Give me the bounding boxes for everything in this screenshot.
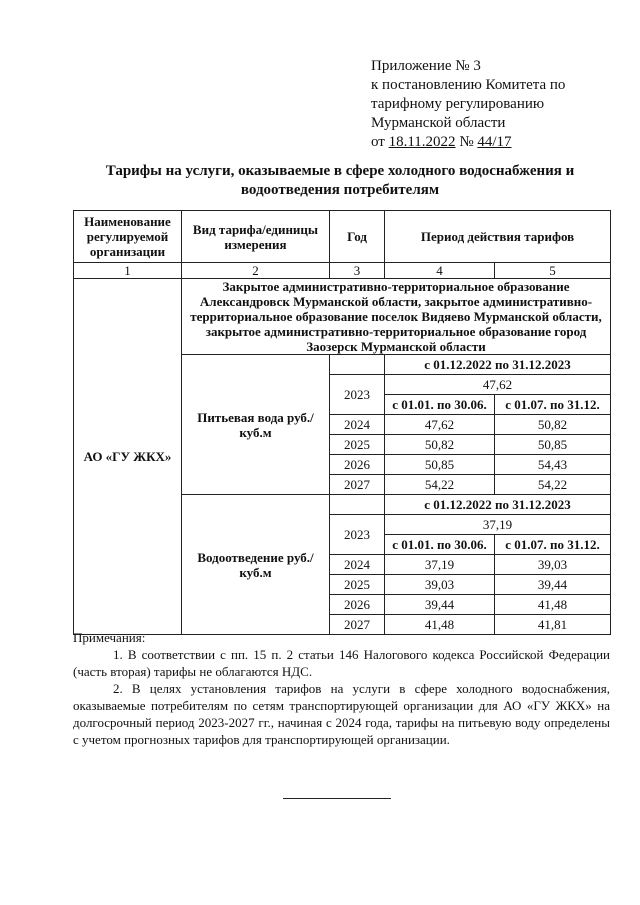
column-number: 3 <box>330 263 385 279</box>
tariff-value: 50,85 <box>385 455 495 475</box>
year-cell: 2025 <box>330 575 385 595</box>
appendix-line: Мурманской области <box>371 115 506 131</box>
tariff-value: 39,03 <box>385 575 495 595</box>
tariff-value: 37,19 <box>385 515 611 535</box>
organization-name: АО «ГУ ЖКХ» <box>74 279 182 635</box>
tariff-value: 47,62 <box>385 375 611 395</box>
header-tariff-type: Вид тарифа/единицы измерения <box>182 211 330 263</box>
year-cell: 2025 <box>330 435 385 455</box>
year-cell: 2027 <box>330 475 385 495</box>
tariff-value: 50,82 <box>385 435 495 455</box>
tariff-value: 47,62 <box>385 415 495 435</box>
service-name-wastewater: Водоотведение руб./куб.м <box>182 495 330 635</box>
notes-block <box>73 629 610 748</box>
territory-description: Закрытое административно-территориальное образование Александровск Мурманской области, закрытое административно-территориальное образование поселок Видяево Мурманской области, закрытое административно-территориальное образование город Заозерск Мурманской области <box>182 279 611 355</box>
table-header-row <box>74 211 611 263</box>
year-cell: 2026 <box>330 595 385 615</box>
column-numbers-row <box>74 263 611 279</box>
territory-row <box>74 279 611 355</box>
year-cell: 2027 <box>330 615 385 635</box>
tariff-value: 39,03 <box>495 555 611 575</box>
tariff-value: 50,85 <box>495 435 611 455</box>
tariff-value: 54,22 <box>495 475 611 495</box>
header-year: Год <box>330 211 385 263</box>
column-number: 2 <box>182 263 330 279</box>
column-number: 5 <box>495 263 611 279</box>
decree-number: 44/17 <box>477 134 512 150</box>
column-number: 4 <box>385 263 495 279</box>
appendix-title: Приложение № 3 <box>371 58 481 74</box>
appendix-line: к постановлению Комитета по <box>371 77 566 93</box>
appendix-date-line <box>371 133 565 152</box>
note-item: 2. В целях установления тарифов на услуги в сфере холодного водоснабжения, оказываемые потребителям по сетям транспортирующей организации для АО «ГУ ЖКХ» на долгосрочный период 2023-2027 гг., начиная с 2024 года, тарифы на питьевую воду определены с учетом прогнозных тарифов для транспортирующей организации. <box>73 681 610 747</box>
tariff-value: 41,48 <box>495 595 611 615</box>
decree-date: 18.11.2022 <box>388 134 456 150</box>
note-item: 1. В соответствии с пп. 15 п. 2 статьи 146 Налогового кодекса Российской Федерации (часть вторая) тарифы не облагаются НДС. <box>73 647 610 679</box>
date-prefix: от <box>371 134 389 150</box>
period-h2: с 01.07. по 31.12. <box>495 535 611 555</box>
period-h1: с 01.01. по 30.06. <box>385 395 495 415</box>
column-number: 1 <box>74 263 182 279</box>
header-org: Наименование регулируемой организации <box>74 211 182 263</box>
period-full: с 01.12.2022 по 31.12.2023 <box>385 355 611 375</box>
appendix-block <box>371 57 565 152</box>
period-h1: с 01.01. по 30.06. <box>385 535 495 555</box>
tariff-value: 37,19 <box>385 555 495 575</box>
tariff-table <box>73 210 611 635</box>
period-h2: с 01.07. по 31.12. <box>495 395 611 415</box>
tariff-value: 39,44 <box>495 575 611 595</box>
year-cell: 2026 <box>330 455 385 475</box>
tariff-value: 39,44 <box>385 595 495 615</box>
tariff-value: 54,43 <box>495 455 611 475</box>
year-cell: 2023 <box>330 515 385 555</box>
period-full: с 01.12.2022 по 31.12.2023 <box>385 495 611 515</box>
closing-divider <box>283 798 391 799</box>
tariff-value: 41,48 <box>385 615 495 635</box>
year-cell: 2024 <box>330 555 385 575</box>
header-period: Период действия тарифов <box>385 211 611 263</box>
tariff-value: 50,82 <box>495 415 611 435</box>
tariff-value: 41,81 <box>495 615 611 635</box>
appendix-line: тарифному регулированию <box>371 96 545 112</box>
tariff-value: 54,22 <box>385 475 495 495</box>
year-cell: 2024 <box>330 415 385 435</box>
notes-heading: Примечания: <box>73 630 146 645</box>
year-cell: 2023 <box>330 375 385 415</box>
document-title: Тарифы на услуги, оказываемые в сфере холодного водоснабжения и водоотведения потребителям <box>105 163 575 198</box>
number-prefix: № <box>455 134 478 150</box>
service-name-water: Питьевая вода руб./куб.м <box>182 355 330 495</box>
